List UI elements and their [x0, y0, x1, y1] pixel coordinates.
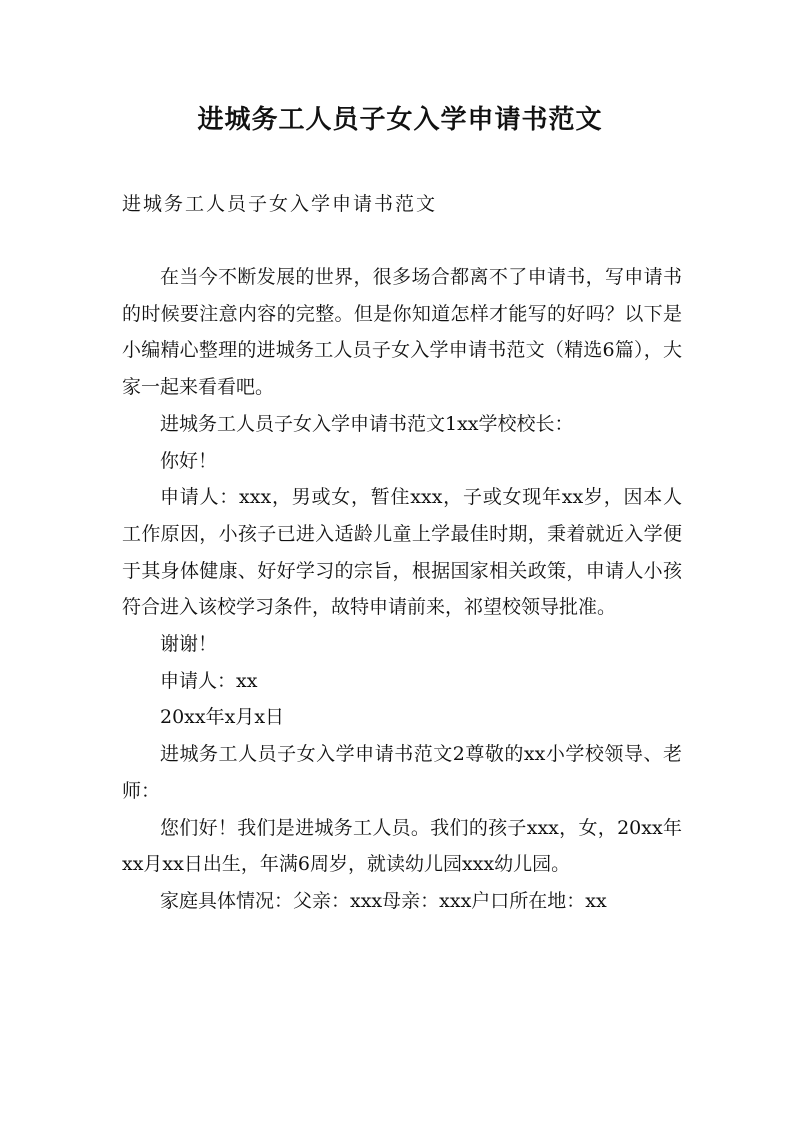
- paragraph-application: 申请人：xxx，男或女，暂住xxx，子或女现年xx岁，因本人工作原因，小孩子已进入适龄儿童上学最佳时期，秉着就近入学便于其身体健康、好好学习的宗旨，根据国家相关政策，申请人小孩符合进入该校学习条件，故特申请前来，祁望校领导批准。: [122, 486, 682, 619]
- paragraph-family-info: 家庭具体情况：父亲：xxx母亲：xxx户口所在地：xx: [160, 889, 607, 912]
- paragraph-sample2-body: 您们好！我们是进城务工人员。我们的孩子xxx，女，20xx年xx月xx日出生，年满6周岁，就读幼儿园xxx幼儿园。: [122, 816, 682, 876]
- paragraph-sample2-heading: 进城务工人员子女入学申请书范文2尊敬的xx小学校领导、老师：: [122, 743, 682, 802]
- document-title: 进城务工人员子女入学申请书范文: [197, 105, 603, 135]
- paragraph-thanks: 谢谢！: [160, 633, 218, 656]
- paragraph-intro: 在当今不断发展的世界，很多场合都离不了申请书，写申请书的时候要注意内容的完整。但是你知道怎样才能写的好吗？以下是小编精心整理的进城务工人员子女入学申请书范文（精选6篇），大家一起来看看吧。: [122, 266, 682, 399]
- paragraph-applicant: 申请人：xx: [160, 669, 258, 692]
- paragraph-date: 20xx年x月x日: [160, 706, 285, 729]
- paragraph-sample1-heading: 进城务工人员子女入学申请书范文1xx学校校长：: [160, 412, 574, 435]
- document-subtitle: 进城务工人员子女入学申请书范文: [122, 193, 438, 215]
- document-body: [122, 259, 682, 920]
- paragraph-greeting: 你好！: [160, 449, 218, 472]
